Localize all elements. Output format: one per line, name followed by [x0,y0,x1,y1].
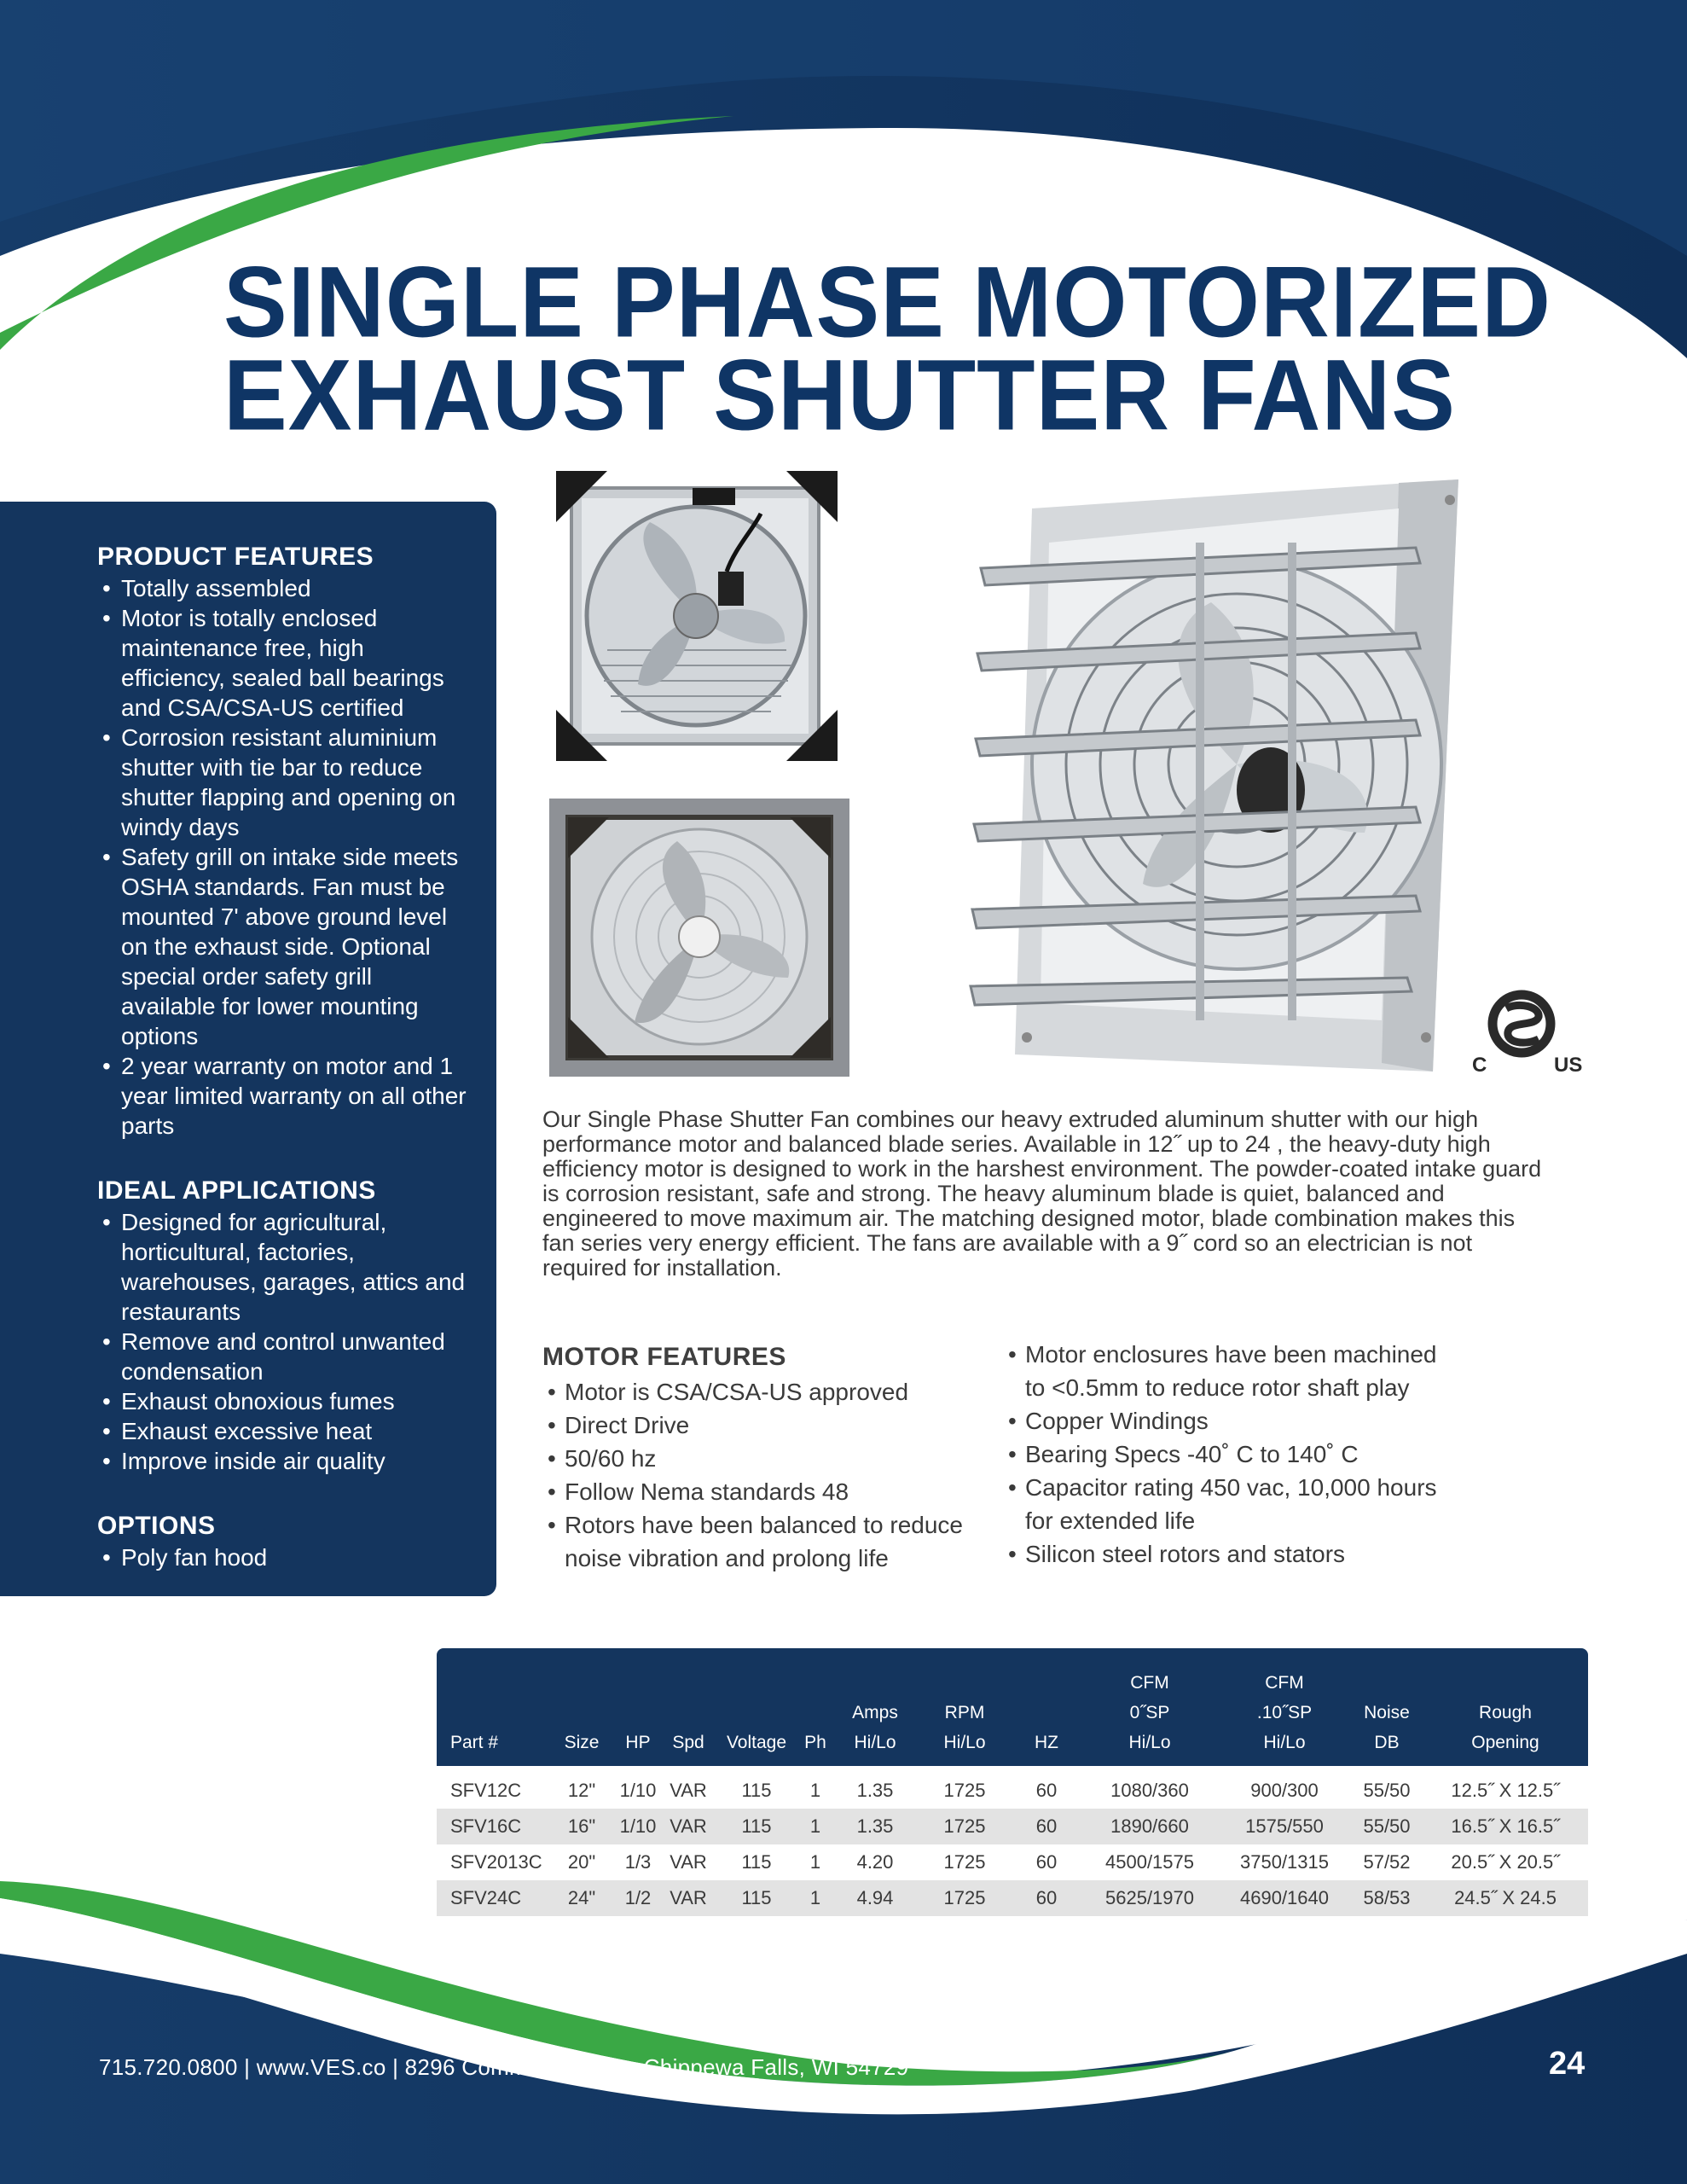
cell-rpm: 1725 [943,1887,986,1908]
cell-rough-opening: 12.5˝ X 12.5˝ [1451,1780,1560,1801]
cell-hz: 60 [1035,1780,1058,1801]
cell-noise: 55/50 [1363,1815,1411,1837]
title-line-2: EXHAUST SHUTTER FANS [223,339,1456,451]
list-item: • Totally assembled [99,573,471,603]
cell-amps: 4.20 [856,1851,894,1873]
product-description: Our Single Phase Shutter Fan combines our heavy extruded aluminum shutter with our high performance motor and balanced blade series. Available in 12˝ up to 24 , the heavy-duty high efficiency motor is designed to work in the harshest environment. The powder-coated intake guard is corrosion resistant, safe and strong. The heavy aluminum blade is quiet, balanced and engineered to move maximum air. The matching designed motor, blade combination makes this fan series very energy efficient. The fans are available with a 9˝ cord so an electrician is not required for installation. [542,1107,1542,1281]
header-cfm-0sp: CFM 0˝SP Hi/Lo [1128,1673,1171,1752]
cell-spd: VAR [670,1851,707,1873]
fan-framed-photo [549,799,849,1077]
footer-contact: 715.720.0800 | www.VES.co | 8296 Commerce Pkwy, Chippewa Falls, WI 54729 [99,2054,909,2080]
csa-c-label: C [1472,1054,1487,1077]
table-row [437,1809,1588,1844]
cell-noise: 55/50 [1363,1780,1411,1801]
cell-cfm-10sp: 4690/1640 [1240,1887,1329,1908]
cell-cfm-0sp: 5625/1970 [1105,1887,1194,1908]
cell-hp: 1/10 [619,1780,657,1801]
list-item: • Poly fan hood [99,1542,471,1572]
table-row [437,1773,1588,1809]
csa-certification-logo [1472,983,1591,1081]
cell-hz: 60 [1035,1851,1058,1873]
csa-us-label: US [1554,1054,1583,1077]
cell-part: SFV12C [450,1780,522,1801]
cell-rough-opening: 24.5˝ X 24.5 [1454,1887,1557,1908]
motor-features-heading: MOTOR FEATURES [542,1343,786,1371]
fan-intake-photo [556,471,838,761]
cell-rough-opening: 20.5˝ X 20.5˝ [1451,1851,1560,1873]
cell-cfm-10sp: 3750/1315 [1240,1851,1329,1873]
cell-hz: 60 [1035,1887,1058,1908]
cell-cfm-10sp: 1575/550 [1245,1815,1324,1837]
cell-part: SFV2013C [450,1851,542,1873]
header-voltage: Voltage [726,1733,787,1752]
cell-ph: 1 [809,1851,821,1873]
header-noise: Noise DB [1364,1703,1410,1752]
cell-rpm: 1725 [943,1815,986,1837]
list-item: • Motor is totally enclosed maintenance free, high efficiency, sealed ball bearings and CSA/CSA-US certified [99,603,471,723]
list-item: • Bearing Specs -40˚ C to 140˚ C [1003,1438,1446,1471]
motor-features-list-left [542,1375,1003,1575]
cell-part: SFV16C [450,1815,522,1837]
fan-shutter-photo [955,474,1467,1097]
cell-ph: 1 [809,1887,821,1908]
list-item: • Corrosion resistant aluminium shutter with tie bar to reduce shutter flapping and opening on windy days [99,723,471,842]
product-features-list [99,573,471,1141]
header-rough-opening: Rough Opening [1471,1703,1539,1752]
cell-size: 16" [567,1815,596,1837]
table-row [437,1880,1588,1916]
list-item: • Copper Windings [1003,1404,1446,1438]
list-item: • Capacitor rating 450 vac, 10,000 hours for extended life [1003,1471,1446,1537]
cell-cfm-0sp: 4500/1575 [1105,1851,1194,1873]
cell-size: 20" [567,1851,596,1873]
cell-voltage: 115 [741,1780,772,1801]
cell-noise: 57/52 [1363,1851,1411,1873]
list-item: • Follow Nema standards 48 [542,1475,1003,1508]
motor-features-list-right [1003,1338,1446,1575]
header-cfm-10sp: CFM .10˝SP Hi/Lo [1256,1673,1313,1752]
header-rpm: RPM Hi/Lo [943,1703,986,1752]
list-item: • Designed for agricultural, horticultural, factories, warehouses, garages, attics and restaurants [99,1207,471,1327]
list-item: • Improve inside air quality [99,1446,471,1476]
cell-rough-opening: 16.5˝ X 16.5˝ [1451,1815,1560,1837]
cell-voltage: 115 [741,1815,772,1837]
title-line-1: SINGLE PHASE MOTORIZED [223,246,1551,358]
list-item: • Rotors have been balanced to reduce noise vibration and prolong life [542,1508,1003,1575]
list-item: • Safety grill on intake side meets OSHA standards. Fan must be mounted 7' above ground level on the exhaust side. Optional special order safety grill available for lower mounting options [99,842,471,1051]
cell-size: 24" [567,1887,596,1908]
cell-rpm: 1725 [943,1780,986,1801]
list-item: • Motor is CSA/CSA-US approved [542,1375,1003,1409]
list-item: • Exhaust excessive heat [99,1416,471,1446]
header-spd: Spd [672,1733,704,1752]
list-item: • Silicon steel rotors and stators [1003,1537,1446,1571]
list-item: • Remove and control unwanted condensation [99,1327,471,1386]
cell-spd: VAR [670,1815,707,1837]
cell-size: 12" [567,1780,596,1801]
list-item: • Exhaust obnoxious fumes [99,1386,471,1416]
cell-ph: 1 [809,1780,821,1801]
cell-part: SFV24C [450,1887,522,1908]
features-sidebar [0,502,496,1596]
spec-table [437,1648,1588,1916]
cell-hz: 60 [1035,1815,1058,1837]
ideal-applications-heading: IDEAL APPLICATIONS [97,1176,376,1205]
header-hp: HP [625,1733,651,1752]
table-row [437,1844,1588,1880]
header-part: Part # [450,1733,499,1752]
cell-hp: 1/2 [624,1887,652,1908]
page-title [223,246,1551,451]
cell-hp: 1/10 [619,1815,657,1837]
cell-noise: 58/53 [1363,1887,1411,1908]
spec-table-header [437,1648,1588,1766]
options-heading: OPTIONS [97,1512,216,1540]
cell-spd: VAR [670,1887,707,1908]
cell-cfm-10sp: 900/300 [1250,1780,1319,1801]
cell-amps: 4.94 [856,1887,894,1908]
page-number: 24 [1549,2046,1586,2082]
header-amps: Amps Hi/Lo [852,1703,898,1752]
list-item: • Motor enclosures have been machined to <0.5mm to reduce rotor shaft play [1003,1338,1446,1404]
cell-hp: 1/3 [624,1851,652,1873]
cell-rpm: 1725 [943,1851,986,1873]
cell-amps: 1.35 [856,1780,894,1801]
header-hz: HZ [1035,1733,1058,1752]
product-features-heading: PRODUCT FEATURES [97,543,374,571]
cell-amps: 1.35 [856,1815,894,1837]
header-size: Size [564,1733,600,1752]
header-ph: Ph [804,1733,826,1752]
cell-ph: 1 [809,1815,821,1837]
ideal-applications-list [99,1207,471,1476]
cell-voltage: 115 [741,1887,772,1908]
list-item: • Direct Drive [542,1409,1003,1442]
cell-voltage: 115 [741,1851,772,1873]
spec-table-body [437,1766,1588,1916]
options-list [99,1542,471,1572]
list-item: • 2 year warranty on motor and 1 year limited warranty on all other parts [99,1051,471,1141]
cell-spd: VAR [670,1780,707,1801]
cell-cfm-0sp: 1890/660 [1110,1815,1189,1837]
cell-cfm-0sp: 1080/360 [1110,1780,1189,1801]
motor-features-section [542,1343,1651,1575]
list-item: • 50/60 hz [542,1442,1003,1475]
